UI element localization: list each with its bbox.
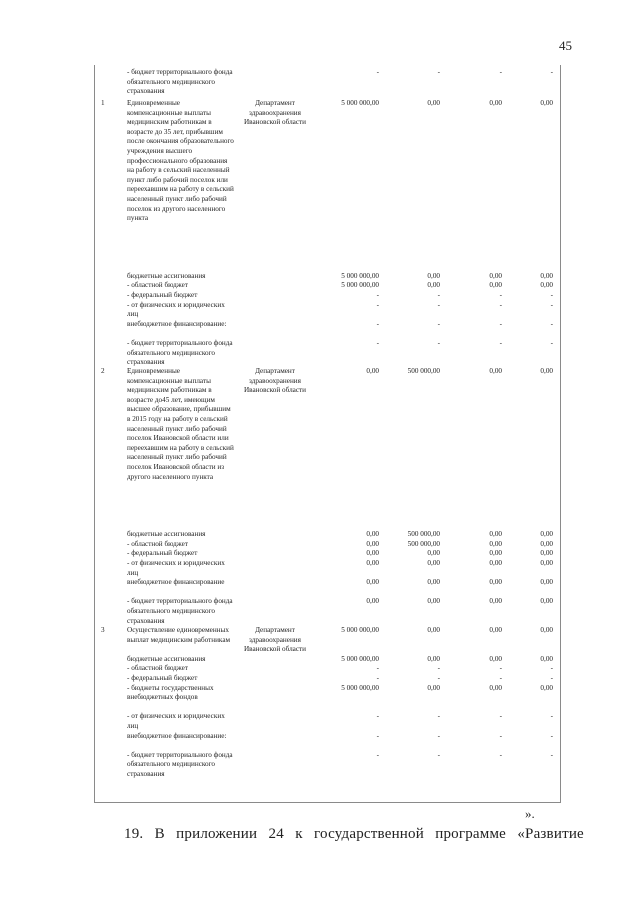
row-number: 1	[101, 99, 105, 107]
row-number: 2	[101, 367, 105, 375]
funding-source-value-2: 0,00	[427, 281, 440, 290]
measure-total-value-1: 5 000 000,00	[341, 626, 379, 634]
funding-source-label: - бюджет территориального фонда обязательного медицинского страхования	[127, 597, 233, 625]
paragraph-word: 24	[268, 826, 284, 842]
funding-source-label: - бюджет территориального фонда обязательного медицинского страхования	[127, 339, 233, 367]
funding-source-value-3: 0,00	[489, 549, 502, 558]
funding-source-value-2: 0,00	[427, 578, 440, 587]
paragraph-word: 19.	[124, 826, 144, 842]
funding-source-value-3: 0,00	[489, 271, 502, 280]
funding-source-value-3: -	[499, 750, 502, 759]
measure-total-value-4: 0,00	[540, 99, 553, 107]
funding-source-label: внебюджетное финансирование:	[127, 319, 227, 328]
funding-source-value-3: -	[499, 664, 502, 673]
funding-source-value-1: -	[376, 68, 379, 76]
funding-source-value-4: -	[550, 712, 553, 721]
funding-source-label: - федеральный бюджет	[127, 549, 198, 558]
measure-total-value-1: 5 000 000,00	[341, 99, 379, 107]
funding-source-value-2: -	[437, 339, 440, 347]
funding-source-value-4: -	[550, 674, 553, 682]
funding-source-value-1: -	[376, 664, 379, 673]
paragraph-word: государственной	[314, 826, 424, 842]
responsible-department: Департамент здравоохранения Ивановской области	[243, 626, 307, 654]
funding-source-value-1: -	[376, 731, 379, 740]
funding-source-value-3: -	[499, 68, 502, 76]
funding-source-value-4: -	[550, 339, 553, 347]
funding-source-label: внебюджетное финансирование	[127, 578, 225, 587]
funding-source-value-3: 0,00	[489, 578, 502, 587]
closing-quote-mark: ».	[525, 806, 535, 821]
funding-source-value-1: 0,00	[366, 530, 379, 539]
funding-source-value-3: -	[499, 731, 502, 740]
funding-source-value-3: -	[499, 300, 502, 309]
funding-source-value-2: 500 000,00	[407, 530, 440, 539]
funding-source-value-1: -	[376, 300, 379, 309]
funding-source-label: - бюджеты государственных внебюджетных фондов	[127, 683, 214, 702]
paragraph-word: В	[154, 826, 165, 842]
funding-source-label: - областной бюджет	[127, 664, 188, 673]
measure-total-value-4: 0,00	[540, 626, 553, 634]
funding-source-value-2: 0,00	[427, 271, 440, 280]
funding-source-value-2: -	[437, 300, 440, 309]
funding-source-value-1: 0,00	[366, 559, 379, 567]
funding-source-label: - бюджет территориального фонда обязательного медицинского страхования	[127, 68, 233, 96]
funding-source-value-4: 0,00	[540, 683, 553, 692]
paragraph-word: к	[295, 826, 303, 842]
funding-source-value-2: -	[437, 750, 440, 759]
row-number: 3	[101, 626, 105, 634]
funding-table	[94, 65, 561, 803]
funding-source-value-2: -	[437, 68, 440, 76]
funding-source-value-4: 0,00	[540, 271, 553, 280]
funding-source-value-3: 0,00	[489, 559, 502, 567]
measure-total-value-3: 0,00	[489, 99, 502, 107]
funding-source-value-2: 0,00	[427, 597, 440, 606]
funding-source-value-2: -	[437, 291, 440, 299]
funding-source-value-4: -	[550, 750, 553, 759]
measure-total-value-3: 0,00	[489, 367, 502, 375]
paragraph-word: «Развитие	[517, 826, 584, 842]
funding-source-label: - федеральный бюджет	[127, 291, 198, 299]
funding-source-value-4: 0,00	[540, 559, 553, 567]
paragraph-19	[124, 826, 584, 843]
funding-source-value-1: -	[376, 712, 379, 721]
funding-source-value-1: -	[376, 750, 379, 759]
funding-source-value-3: 0,00	[489, 654, 502, 663]
funding-source-label: - бюджет территориального фонда обязательного медицинского страхования	[127, 750, 233, 778]
measure-total-value-1: 0,00	[366, 367, 379, 375]
funding-source-value-1: 0,00	[366, 578, 379, 587]
funding-source-label: - областной бюджет	[127, 539, 188, 548]
funding-source-value-3: -	[499, 674, 502, 682]
page-number: 45	[559, 38, 572, 53]
funding-source-label: бюджетные ассигнования	[127, 271, 206, 280]
funding-source-value-1: -	[376, 291, 379, 299]
funding-source-value-2: 0,00	[427, 549, 440, 558]
funding-source-label: - от физических и юридических лиц	[127, 300, 225, 319]
funding-source-value-1: -	[376, 674, 379, 682]
funding-source-value-4: 0,00	[540, 530, 553, 539]
funding-source-value-1: 5 000 000,00	[341, 683, 379, 692]
paragraph-word: программе	[435, 826, 507, 842]
funding-source-value-2: -	[437, 664, 440, 673]
measure-total-value-4: 0,00	[540, 367, 553, 375]
funding-source-value-3: 0,00	[489, 539, 502, 548]
funding-source-value-2: 500 000,00	[407, 539, 440, 548]
funding-source-value-2: 0,00	[427, 683, 440, 692]
funding-source-value-3: -	[499, 319, 502, 328]
funding-source-value-3: -	[499, 291, 502, 299]
funding-source-value-1: 5 000 000,00	[341, 271, 379, 280]
funding-source-value-3: 0,00	[489, 683, 502, 692]
funding-source-value-1: -	[376, 319, 379, 328]
funding-source-value-2: -	[437, 319, 440, 328]
funding-source-label: внебюджетное финансирование:	[127, 731, 227, 740]
funding-source-value-2: -	[437, 712, 440, 721]
funding-source-value-4: 0,00	[540, 281, 553, 290]
measure-total-value-3: 0,00	[489, 626, 502, 634]
funding-source-value-4: 0,00	[540, 597, 553, 606]
funding-source-value-2: -	[437, 674, 440, 682]
funding-source-value-4: -	[550, 68, 553, 76]
responsible-department: Департамент здравоохранения Ивановской области	[243, 99, 307, 127]
funding-source-value-4: 0,00	[540, 654, 553, 663]
measure-title: Единовременные компенсационные выплаты медицинским работникам в возрасте до 35 лет, прибывшим после окончания образовательного учреждения высшего профессионального образования на работу в сельский населенный пункт либо рабочий поселок или переехавшим на работу в сельский населенный пункт либо рабочий поселок из другого населенного пункта	[127, 99, 234, 223]
measure-total-value-2: 0,00	[427, 99, 440, 107]
funding-source-value-4: -	[550, 731, 553, 740]
funding-source-value-1: -	[376, 339, 379, 347]
funding-source-value-4: -	[550, 300, 553, 309]
funding-source-value-3: 0,00	[489, 530, 502, 539]
funding-source-label: - от физических и юридических лиц	[127, 559, 225, 577]
measure-title: Единовременные компенсационные выплаты медицинским работникам в возрасте до45 лет, имеющим высшее образование, прибывшим в 2015 году на работу в сельский населенный пункт либо рабочий поселок Ивановской области или переехавшим на работу в сельский населенный пункт либо рабочий поселок Ивановской области из другого населенного пункта	[127, 367, 234, 481]
funding-source-value-4: 0,00	[540, 549, 553, 558]
measure-title: Осуществление единовременных выплат медицинским работникам	[127, 626, 231, 644]
funding-source-value-1: 5 000 000,00	[341, 281, 379, 290]
funding-source-value-2: -	[437, 731, 440, 740]
funding-source-value-3: 0,00	[489, 281, 502, 290]
funding-source-value-4: 0,00	[540, 539, 553, 548]
funding-source-value-3: -	[499, 339, 502, 347]
funding-source-label: - от физических и юридических лиц	[127, 712, 225, 730]
funding-source-label: бюджетные ассигнования	[127, 654, 206, 663]
funding-source-value-3: -	[499, 712, 502, 721]
funding-source-value-2: 0,00	[427, 654, 440, 663]
funding-source-value-1: 0,00	[366, 539, 379, 548]
funding-source-value-1: 0,00	[366, 597, 379, 606]
funding-source-value-4: -	[550, 291, 553, 299]
funding-source-label: бюджетные ассигнования	[127, 530, 206, 539]
funding-source-value-4: -	[550, 319, 553, 328]
funding-source-value-1: 0,00	[366, 549, 379, 558]
measure-total-value-2: 500 000,00	[407, 367, 440, 375]
funding-source-value-2: 0,00	[427, 559, 440, 567]
funding-source-label: - областной бюджет	[127, 281, 188, 290]
funding-source-label: - федеральный бюджет	[127, 674, 198, 682]
funding-source-value-1: 5 000 000,00	[341, 654, 379, 663]
funding-source-value-4: -	[550, 664, 553, 673]
responsible-department: Департамент здравоохранения Ивановской области	[243, 367, 307, 395]
paragraph-word: приложении	[176, 826, 258, 842]
funding-source-value-4: 0,00	[540, 578, 553, 587]
measure-total-value-2: 0,00	[427, 626, 440, 634]
funding-source-value-3: 0,00	[489, 597, 502, 606]
